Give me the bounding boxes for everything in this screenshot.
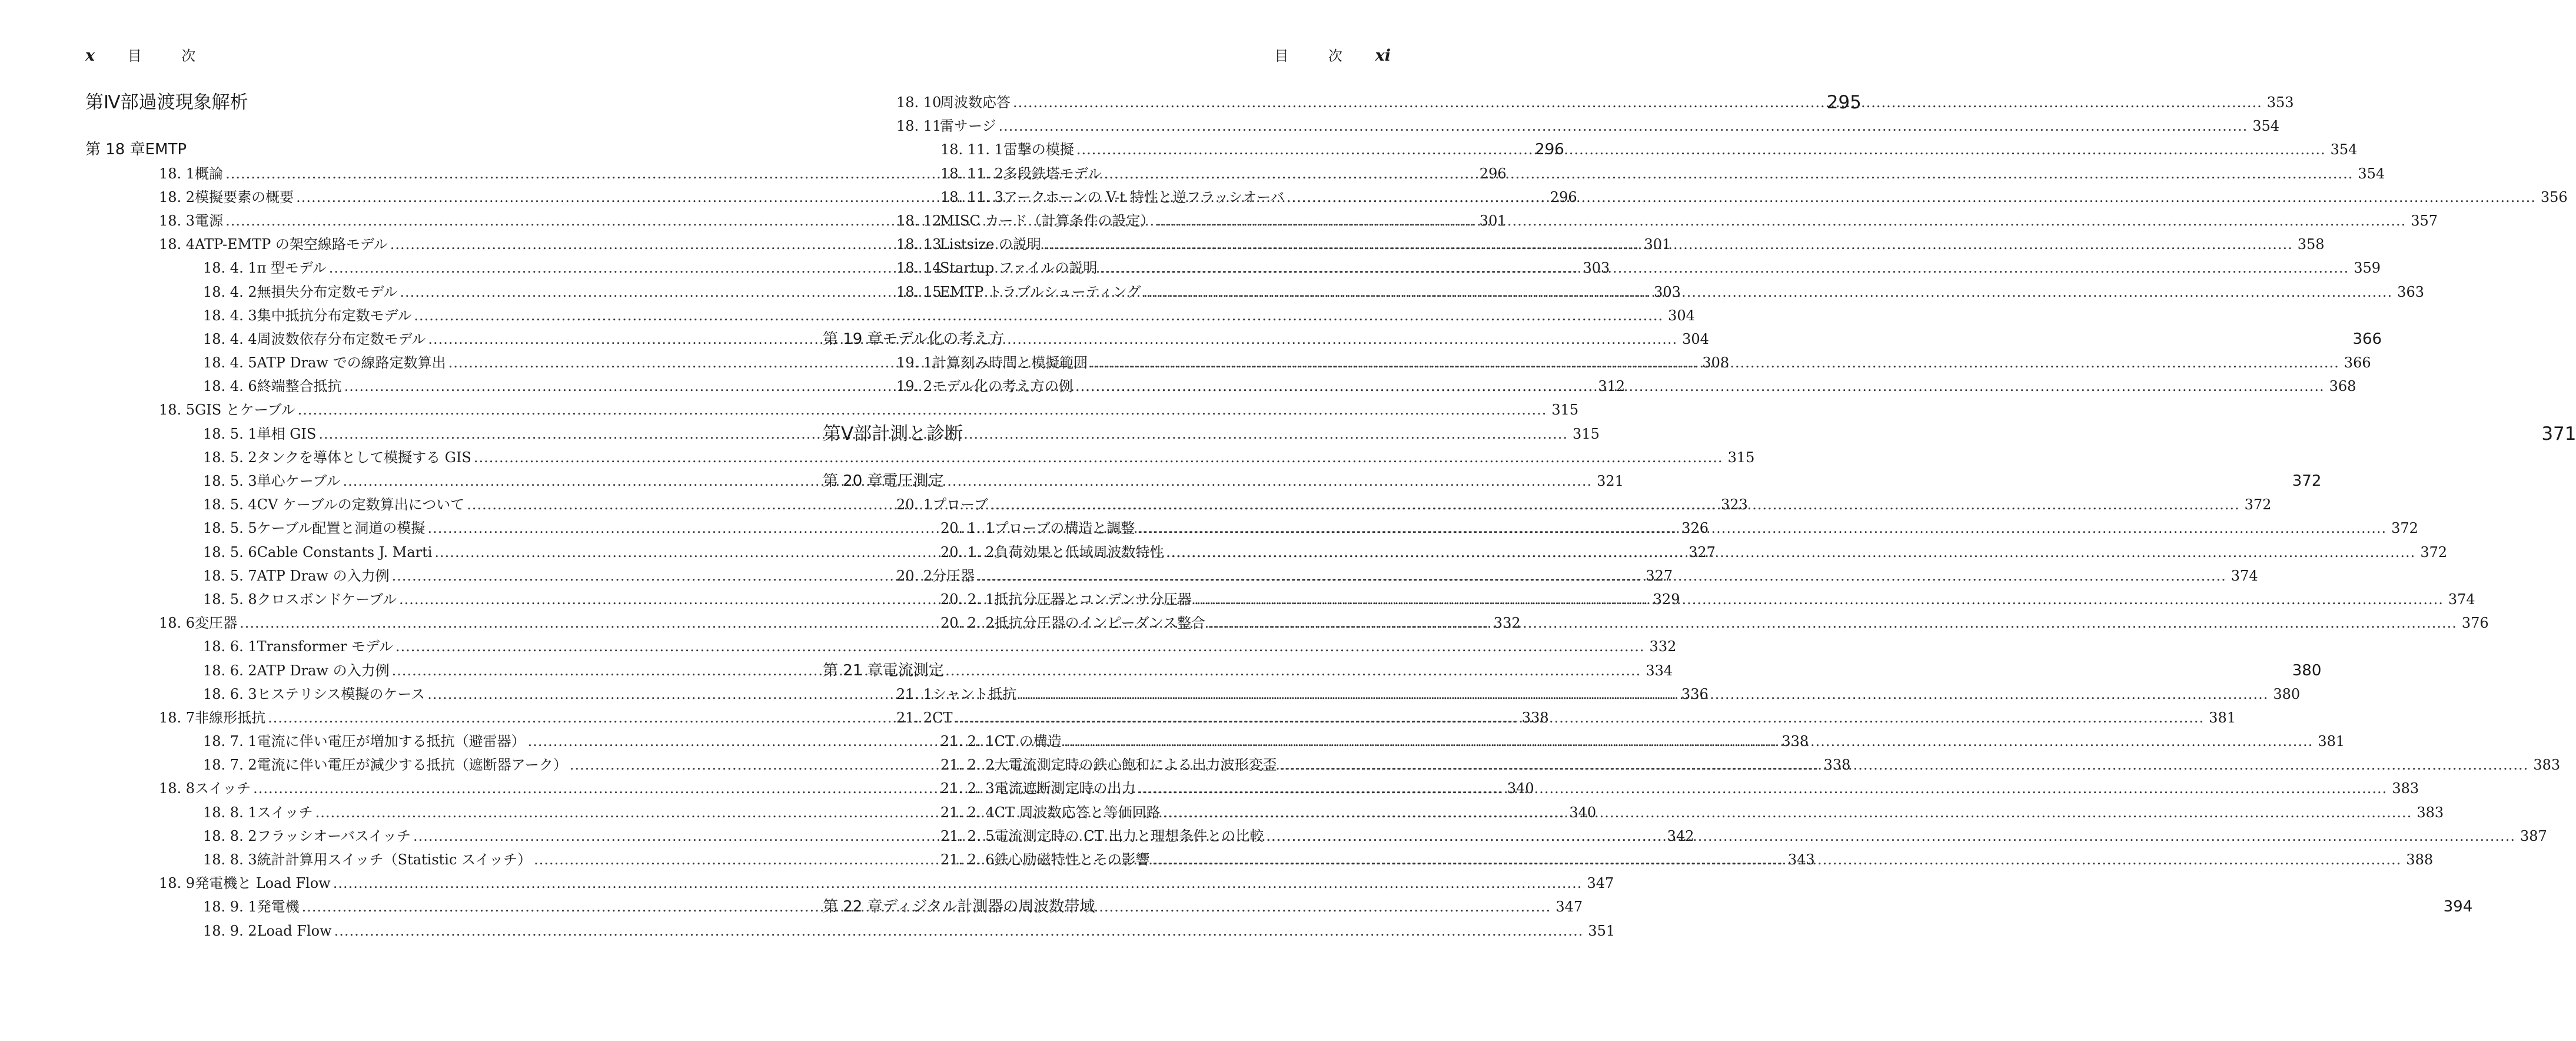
entry-number: 19. 1 bbox=[896, 354, 933, 372]
entry-title: Load Flow bbox=[257, 922, 332, 939]
leader-dots bbox=[1266, 824, 2515, 848]
entry-title: 電源 bbox=[195, 212, 224, 229]
entry-number: 18. 10 bbox=[896, 94, 942, 111]
entry-number: 18. 11 bbox=[896, 118, 942, 135]
entry-title: Transformer モデル bbox=[257, 638, 393, 655]
entry-title: CT bbox=[932, 709, 953, 726]
entry-title: プローブ bbox=[932, 496, 988, 513]
entry-title: Startup ファイルの説明 bbox=[940, 260, 1098, 277]
leader-dots bbox=[1163, 801, 2412, 824]
entry-number: 18. 5. 1 bbox=[203, 425, 257, 442]
entry-page-number: 372 bbox=[2292, 472, 2322, 490]
entry-page-number: 303 bbox=[1654, 283, 1681, 300]
entry-page-number: 381 bbox=[2318, 733, 2345, 750]
entry-number: 20. 2 bbox=[896, 567, 933, 584]
entry-page-number: 296 bbox=[1550, 188, 1577, 205]
entry-page-number: 363 bbox=[2397, 283, 2424, 300]
entry-number: 18. 5. 4 bbox=[203, 496, 257, 513]
toc-spacer bbox=[823, 871, 1390, 895]
entry-number: 18. 5. 6 bbox=[203, 543, 257, 561]
toc-section-entry bbox=[85, 871, 1614, 895]
entry-page-number: 354 bbox=[2330, 141, 2358, 158]
entry-page-number: 329 bbox=[1653, 591, 1680, 608]
entry-number: 第 18 章 bbox=[85, 141, 145, 159]
entry-number: 18. 4. 4 bbox=[203, 330, 257, 347]
leader-dots bbox=[1064, 730, 2314, 753]
entry-page-number: 354 bbox=[2358, 165, 2385, 182]
leader-dots bbox=[1013, 91, 2262, 114]
entry-page-number: 296 bbox=[1535, 141, 1564, 159]
entry-title: 分圧器 bbox=[932, 567, 975, 584]
leader-dots bbox=[1152, 848, 2402, 871]
entry-number: 18. 5. 2 bbox=[203, 449, 257, 466]
entry-number: 18. 6. 1 bbox=[203, 638, 257, 655]
entry-title: CT の構造 bbox=[994, 733, 1062, 750]
entry-page-number: 383 bbox=[2533, 757, 2561, 774]
entry-page-number: 366 bbox=[2352, 330, 2382, 348]
entry-number: 18. 11. 2 bbox=[940, 165, 1003, 182]
entry-title: 電圧測定 bbox=[882, 472, 944, 490]
entry-number: 第 21 章 bbox=[823, 661, 883, 679]
toc-subsection-entry bbox=[85, 919, 1616, 943]
entry-title: ATP Draw の入力例 bbox=[257, 567, 390, 584]
entry-page-number: 347 bbox=[1587, 875, 1614, 892]
entry-title: 非線形抵抗 bbox=[195, 709, 266, 726]
toc-subsection-entry bbox=[85, 446, 1755, 469]
entry-page-number: 340 bbox=[1507, 780, 1534, 797]
entry-page-number: 332 bbox=[1649, 638, 1677, 655]
entry-title: 計算刻み時間と模擬範囲 bbox=[932, 354, 1088, 372]
entry-page-number: 327 bbox=[1688, 543, 1716, 561]
entry-page-number: 388 bbox=[2406, 851, 2434, 868]
entry-title: ATP-EMTP の架空線路モデル bbox=[195, 236, 388, 253]
entry-number: 18. 8. 2 bbox=[203, 827, 257, 844]
entry-number: 20. 2. 1 bbox=[940, 591, 995, 608]
entry-title: CT 周波数応答と等価回路 bbox=[994, 804, 1161, 821]
entry-title: 電流遮断測定時の出力 bbox=[994, 780, 1136, 797]
entry-number: 21. 2. 3 bbox=[940, 780, 995, 797]
entry-number: 18. 5 bbox=[159, 402, 195, 419]
entry-title: ヒステリシス模擬のケース bbox=[257, 685, 426, 702]
entry-page-number: 296 bbox=[1479, 165, 1507, 182]
entry-number: 18. 5. 5 bbox=[203, 520, 257, 537]
leader-dots bbox=[1194, 588, 2444, 611]
entry-page-number: 295 bbox=[1826, 92, 1862, 113]
entry-page-number: 356 bbox=[2540, 188, 2568, 205]
leader-dots bbox=[1137, 516, 2386, 540]
running-head-title: 目 次 bbox=[127, 48, 214, 64]
entry-page-number: 342 bbox=[1667, 827, 1694, 844]
toc-spacer bbox=[85, 114, 652, 138]
entry-page-number: 347 bbox=[1555, 899, 1583, 916]
entry-page-number: 312 bbox=[1598, 378, 1626, 395]
entry-title: 概論 bbox=[195, 165, 224, 182]
entry-page-number: 315 bbox=[1551, 402, 1579, 419]
entry-title: ケーブル配置と洞道の模擬 bbox=[257, 520, 426, 537]
entry-page-number: 340 bbox=[1569, 804, 1597, 821]
entry-title: 電流測定時の CT 出力と理想条件との比較 bbox=[994, 827, 1264, 844]
leader-dots bbox=[1208, 611, 2457, 635]
page-number: x bbox=[85, 47, 95, 65]
entry-number: 18. 4. 6 bbox=[203, 378, 257, 395]
entry-title: MISC カード（計算条件の設定） bbox=[940, 212, 1155, 229]
entry-title: ATP Draw の入力例 bbox=[257, 662, 390, 679]
entry-title: 電流に伴い電圧が減少する抵抗（遮断器アーク） bbox=[257, 757, 567, 774]
entry-page-number: 327 bbox=[1646, 567, 1673, 584]
entry-page-number: 343 bbox=[1787, 851, 1815, 868]
entry-number: 18. 2 bbox=[159, 188, 195, 205]
entry-number: 18. 15 bbox=[896, 283, 942, 300]
entry-page-number: 380 bbox=[2292, 661, 2322, 679]
entry-number: 第 22 章 bbox=[823, 898, 883, 916]
leader-dots bbox=[1019, 682, 2269, 706]
entry-page-number: 376 bbox=[2461, 615, 2489, 632]
entry-page-number: 323 bbox=[1721, 496, 1748, 513]
running-head-title: 目 次 bbox=[1274, 48, 1360, 64]
entry-title: スイッチ bbox=[195, 780, 251, 797]
entry-page-number: 368 bbox=[2329, 378, 2356, 395]
entry-title: 抵抗分圧器とコンデンサ分圧器 bbox=[994, 591, 1192, 608]
entry-number: 18. 8 bbox=[159, 780, 195, 797]
leader-dots bbox=[1279, 753, 2529, 777]
entry-title: CV ケーブルの定数算出について bbox=[257, 496, 465, 513]
toc-section-entry bbox=[823, 114, 2280, 138]
entry-title: 負荷効果と低域周波数特性 bbox=[994, 543, 1164, 561]
entry-title: 無損失分布定数モデル bbox=[257, 283, 398, 300]
entry-page-number: 301 bbox=[1644, 236, 1671, 253]
entry-page-number: 372 bbox=[2244, 496, 2272, 513]
entry-page-number: 303 bbox=[1583, 260, 1610, 277]
entry-title: GIS とケーブル bbox=[195, 402, 295, 419]
entry-title: クロスボンドケーブル bbox=[257, 591, 397, 608]
leader-dots bbox=[977, 564, 2226, 588]
entry-page-number: 381 bbox=[2209, 709, 2236, 726]
entry-number: 18. 8. 3 bbox=[203, 851, 257, 868]
leader-dots bbox=[1099, 256, 2349, 280]
entry-page-number: 338 bbox=[1521, 709, 1549, 726]
entry-number: 18. 6. 3 bbox=[203, 685, 257, 702]
entry-number: 18. 9. 2 bbox=[203, 922, 257, 939]
entry-number: 20. 2. 2 bbox=[940, 615, 995, 632]
entry-page-number: 372 bbox=[2391, 520, 2418, 537]
entry-number: 21. 2. 4 bbox=[940, 804, 995, 821]
entry-title: モデル化の考え方 bbox=[882, 330, 1005, 348]
entry-page-number: 353 bbox=[2266, 94, 2294, 111]
entry-number: 18. 5. 3 bbox=[203, 473, 257, 489]
entry-number: 18. 4. 5 bbox=[203, 354, 257, 372]
entry-title: Listsize の説明 bbox=[940, 236, 1042, 253]
entry-number: 21. 2. 2 bbox=[940, 757, 995, 774]
entry-number: 18. 13 bbox=[896, 236, 942, 253]
entry-page-number: 357 bbox=[2411, 212, 2438, 229]
entry-title: 模擬要素の概要 bbox=[195, 188, 294, 205]
toc-subsection-entry bbox=[85, 635, 1677, 658]
entry-page-number: 351 bbox=[1588, 922, 1616, 939]
entry-number: 21. 2. 6 bbox=[940, 851, 995, 868]
entry-number: 21. 2 bbox=[896, 709, 933, 726]
entry-title: 発電機と Load Flow bbox=[195, 875, 331, 892]
entry-page-number: 358 bbox=[2297, 236, 2325, 253]
entry-number: 18. 4. 3 bbox=[203, 307, 257, 324]
entry-number: 18. 6. 2 bbox=[203, 662, 257, 679]
entry-page-number: 321 bbox=[1597, 473, 1624, 489]
entry-title: Cable Constants J. Marti bbox=[257, 543, 433, 561]
leader-dots bbox=[1043, 233, 2293, 256]
entry-page-number: 304 bbox=[1668, 307, 1695, 324]
entry-page-number: 326 bbox=[1681, 520, 1709, 537]
entry-number: 18. 11. 1 bbox=[940, 141, 1003, 158]
entry-title: 電流測定 bbox=[882, 661, 944, 679]
entry-title: 多段鉄塔モデル bbox=[1003, 165, 1102, 182]
toc-spacer bbox=[823, 446, 1390, 469]
entry-page-number: 366 bbox=[2344, 354, 2371, 372]
entry-number: 18. 5. 7 bbox=[203, 567, 257, 584]
leader-dots bbox=[1075, 374, 2325, 398]
entry-title: 統計計算用スイッチ（Statistic スイッチ） bbox=[257, 851, 532, 868]
entry-number: 18. 6 bbox=[159, 615, 195, 632]
entry-page-number: 387 bbox=[2520, 827, 2547, 844]
entry-page-number: 372 bbox=[2420, 543, 2448, 561]
entry-page-number: 359 bbox=[2354, 260, 2381, 277]
entry-number: 第Ⅴ部 bbox=[823, 423, 872, 445]
running-head-left bbox=[85, 46, 213, 66]
entry-number: 18. 4. 1 bbox=[203, 260, 257, 277]
toc-spacer bbox=[823, 304, 1390, 327]
entry-page-number: 338 bbox=[1823, 757, 1851, 774]
entry-title: 単相 GIS bbox=[257, 425, 317, 442]
leader-dots bbox=[1157, 209, 2407, 233]
entry-number: 18. 7. 2 bbox=[203, 757, 257, 774]
entry-title: 雷撃の模擬 bbox=[1003, 141, 1074, 158]
entry-page-number: 308 bbox=[1702, 354, 1730, 372]
entry-page-number: 301 bbox=[1479, 212, 1507, 229]
entry-number: 21. 2. 1 bbox=[940, 733, 995, 750]
entry-page-number: 374 bbox=[2448, 591, 2475, 608]
entry-page-number: 332 bbox=[1493, 615, 1521, 632]
entry-page-number: 304 bbox=[1682, 330, 1709, 347]
entry-title: 計測と診断 bbox=[872, 423, 963, 445]
entry-page-number: 371 bbox=[2541, 423, 2576, 445]
leader-dots bbox=[1076, 138, 2326, 161]
entry-title: 単心ケーブル bbox=[257, 473, 341, 489]
entry-title: EMTP トラブルシューティング bbox=[940, 283, 1141, 300]
entry-title: 集中抵抗分布定数モデル bbox=[257, 307, 412, 324]
entry-title: タンクを導体として模擬する GIS bbox=[257, 449, 471, 466]
running-head-right bbox=[1274, 46, 1391, 66]
entry-number: 21. 2. 5 bbox=[940, 827, 995, 844]
entry-title: 変圧器 bbox=[195, 615, 238, 632]
entry-title: 終端整合抵抗 bbox=[257, 378, 342, 395]
leader-dots bbox=[1143, 280, 2392, 304]
leader-dots bbox=[1104, 162, 2354, 185]
entry-title: ディジタル計測器の周波数帯域 bbox=[882, 898, 1095, 916]
entry-title: 周波数応答 bbox=[940, 94, 1011, 111]
entry-title: モデル化の考え方の例 bbox=[932, 378, 1073, 395]
entry-title: アークホーンの V-t 特性と逆フラッシオーバ bbox=[1003, 188, 1285, 205]
toc-spacer bbox=[823, 398, 1390, 422]
entry-page-number: 354 bbox=[2252, 118, 2280, 135]
entry-number: 20. 1. 2 bbox=[940, 543, 995, 561]
entry-title: フラッシオーバスイッチ bbox=[257, 827, 411, 844]
leader-dots bbox=[955, 706, 2204, 730]
leader-dots bbox=[1166, 541, 2416, 564]
entry-title: ATP Draw での線路定数算出 bbox=[257, 354, 446, 372]
leader-dots bbox=[1287, 185, 2536, 209]
entry-title: 抵抗分圧器のインピーダンス整合 bbox=[994, 615, 1206, 632]
leader-dots bbox=[1090, 351, 2339, 374]
toc-subsection-entry bbox=[85, 304, 1695, 327]
leader-dots bbox=[999, 114, 2248, 138]
entry-page-number: 374 bbox=[2231, 567, 2258, 584]
entry-number: 18. 7 bbox=[159, 709, 195, 726]
entry-page-number: 334 bbox=[1646, 662, 1673, 679]
entry-number: 18. 1 bbox=[159, 165, 195, 182]
leader-dots bbox=[990, 493, 2240, 516]
toc-spacer bbox=[823, 635, 1390, 658]
entry-number: 18. 12 bbox=[896, 212, 942, 229]
leader-dots bbox=[1138, 777, 2388, 800]
entry-number: 20. 1. 1 bbox=[940, 520, 995, 537]
entry-title: 雷サージ bbox=[940, 118, 996, 135]
entry-title: プローブの構造と調整 bbox=[994, 520, 1135, 537]
entry-page-number: 338 bbox=[1781, 733, 1809, 750]
entry-number: 18. 4 bbox=[159, 236, 195, 253]
entry-number: 21. 1 bbox=[896, 685, 933, 702]
page-number: xi bbox=[1375, 47, 1391, 65]
entry-title: 電流に伴い電圧が増加する抵抗（避雷器） bbox=[257, 733, 526, 750]
entry-number: 18. 14 bbox=[896, 260, 942, 277]
entry-title: 発電機 bbox=[257, 899, 300, 916]
entry-page-number: 315 bbox=[1573, 425, 1600, 442]
entry-page-number: 394 bbox=[2443, 898, 2473, 916]
entry-number: 20. 1 bbox=[896, 496, 933, 513]
entry-title: 鉄心励磁特性とその影響 bbox=[994, 851, 1150, 868]
entry-number: 18. 9. 1 bbox=[203, 899, 257, 916]
entry-page-number: 383 bbox=[2417, 804, 2444, 821]
entry-title: 大電流測定時の鉄心飽和による出力波形変歪 bbox=[994, 757, 1277, 774]
entry-number: 18. 9 bbox=[159, 875, 195, 892]
entry-title: シャント抵抗 bbox=[932, 685, 1017, 702]
entry-page-number: 336 bbox=[1681, 685, 1709, 702]
entry-number: 第Ⅳ部 bbox=[85, 92, 139, 113]
entry-number: 18. 8. 1 bbox=[203, 804, 257, 821]
entry-title: π 型モデル bbox=[257, 260, 327, 277]
entry-title: 周波数依存分布定数モデル bbox=[257, 330, 426, 347]
entry-page-number: 383 bbox=[2392, 780, 2419, 797]
entry-number: 18. 3 bbox=[159, 212, 195, 229]
entry-number: 18. 4. 2 bbox=[203, 283, 257, 300]
entry-number: 18. 5. 8 bbox=[203, 591, 257, 608]
entry-page-number: 315 bbox=[1727, 449, 1755, 466]
entry-number: 18. 11. 3 bbox=[940, 188, 1003, 205]
entry-title: EMTP bbox=[145, 141, 187, 159]
entry-title: 過渡現象解析 bbox=[138, 92, 248, 113]
entry-number: 第 19 章 bbox=[823, 330, 883, 348]
entry-number: 18. 7. 1 bbox=[203, 733, 257, 750]
toc-section-entry bbox=[85, 398, 1579, 422]
entry-page-number: 380 bbox=[2273, 685, 2301, 702]
entry-number: 第 20 章 bbox=[823, 472, 883, 490]
entry-title: スイッチ bbox=[257, 804, 313, 821]
entry-number: 19. 2 bbox=[896, 378, 933, 395]
